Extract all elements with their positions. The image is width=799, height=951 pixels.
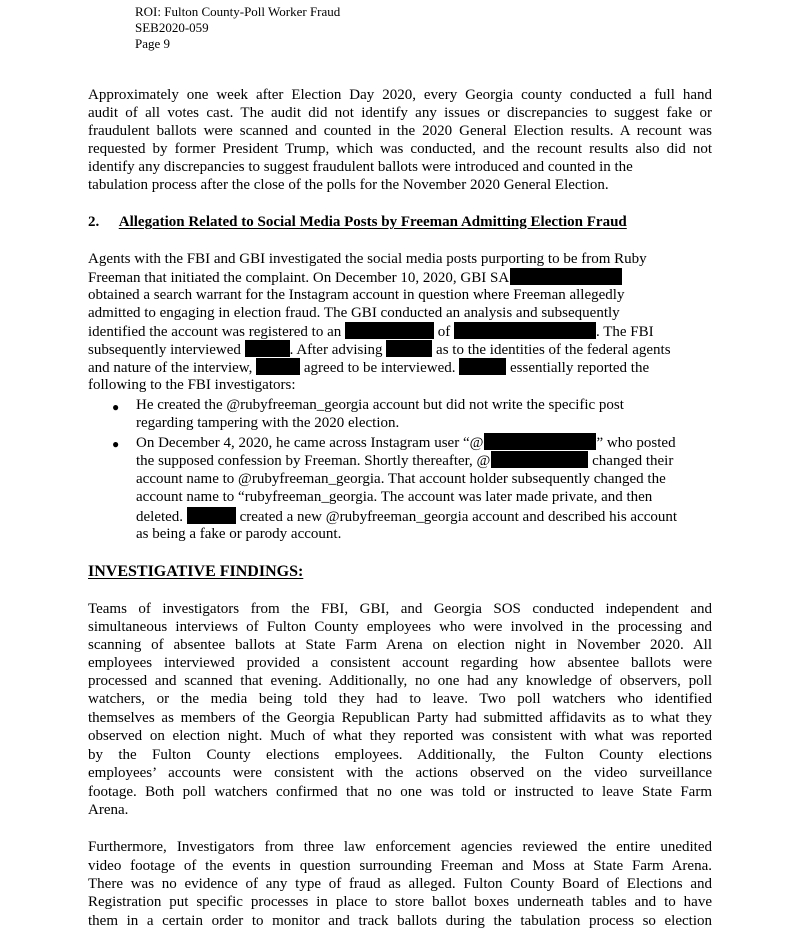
bullet-text: ” who posted xyxy=(596,435,676,451)
para3-line: observed on election night. Much of what they reported was consistent with what was reported xyxy=(88,728,712,744)
para1-line: audit of all votes cast. The audit did not identify any issues or discrepancies to suggest fake or xyxy=(88,105,712,121)
para3-line: employees interviewed provided a consistent account regarding how absentee ballots were xyxy=(88,655,712,671)
section-heading xyxy=(88,213,627,232)
findings-heading xyxy=(88,563,303,582)
redaction-block xyxy=(256,358,300,375)
para2-text: essentially reported the xyxy=(510,360,650,376)
findings-heading-text: INVESTIGATIVE FINDINGS: xyxy=(88,563,304,580)
page-header xyxy=(135,4,340,52)
bullet-line xyxy=(136,507,677,527)
redaction-block xyxy=(245,340,290,357)
bullet-icon: ● xyxy=(112,400,120,414)
redaction-block xyxy=(345,322,434,339)
para2-text: and nature of the interview, xyxy=(88,360,253,376)
para3-line: themselves as members of the Georgia Republican Party had submitted affidavits as to what they xyxy=(88,710,712,726)
bullet-line: He created the @rubyfreeman_georgia account but did not write the specific post xyxy=(136,397,624,413)
para3-line: employees’ accounts were consistent with the actions observed on the video surveillance xyxy=(88,765,712,781)
redaction-block xyxy=(386,340,432,357)
redaction-block xyxy=(484,433,596,450)
para2-text: of xyxy=(437,324,451,340)
bullet-text: the supposed confession by Freeman. Shortly thereafter, @ xyxy=(136,453,491,469)
bullet-text: created a new @rubyfreeman_georgia account and described his account xyxy=(239,509,678,525)
bullet-line: regarding tampering with the 2020 election. xyxy=(136,415,400,431)
para3-line: watchers, or the media being told they had to leave. Two poll watchers who identified xyxy=(88,691,712,707)
para3-line: Arena. xyxy=(88,802,129,818)
para2-text: identified the account was registered to an xyxy=(88,324,342,340)
para3-line: by the Fulton County elections employees. Additionally, the Fulton County elections xyxy=(88,747,712,763)
para2-text: Freeman that initiated the complaint. On December 10, 2020, GBI SA xyxy=(88,270,510,286)
para2-text: subsequently interviewed xyxy=(88,342,241,358)
para4-line: them in a certain order to monitor and track ballots during the tabulation process so election xyxy=(88,913,712,929)
para2-line xyxy=(88,268,622,288)
header-report-title: ROI: Fulton County-Poll Worker Fraud xyxy=(135,4,341,19)
para3-line: scanning of absentee ballots at State Farm Arena on election night in November 2020. All xyxy=(88,637,712,653)
bullet-line: account name to “rubyfreeman_georgia. The account was later made private, and then xyxy=(136,489,653,505)
para1-line: fraudulent ballots were scanned and counted in the 2020 General Election results. A recount was xyxy=(88,123,712,139)
para2-text: . After advising xyxy=(289,342,383,358)
redaction-block xyxy=(187,507,236,524)
para4-line: There was no evidence of any type of fraud as alleged. Fulton County Board of Elections and xyxy=(88,876,712,892)
section-number: 2. xyxy=(88,214,100,230)
bullet-text: changed their xyxy=(592,453,674,469)
para1-line: requested by former President Trump, which was conducted, and the recount results also did not xyxy=(88,141,712,157)
para2-line xyxy=(88,358,649,378)
para2-line: following to the FBI investigators: xyxy=(88,377,296,393)
para3-line: footage. Both poll watchers confirmed that no one was told or instructed to leave State Farm xyxy=(88,784,712,800)
bullet-line xyxy=(136,433,676,453)
redaction-block xyxy=(454,322,596,339)
bullet-icon: ● xyxy=(112,437,120,451)
para1-line: identify any discrepancies to suggest fraudulent ballots were introduced and counted in the xyxy=(88,159,633,175)
bullet-line xyxy=(136,451,673,471)
bullet-text: On December 4, 2020, he came across Instagram user “@ xyxy=(136,435,484,451)
bullet-line: as being a fake or parody account. xyxy=(136,526,342,542)
para4-line: video footage of the events in question surrounding Freeman and Moss at State Farm Arena. xyxy=(88,858,712,874)
para2-text: agreed to be interviewed. xyxy=(303,360,456,376)
para2-line: obtained a search warrant for the Instagram account in question where Freeman allegedly xyxy=(88,287,625,303)
para3-line: simultaneous interviews of Fulton County employees who were involved in the processing and xyxy=(88,619,712,635)
para2-line xyxy=(88,340,671,360)
bullet-text: deleted. xyxy=(136,509,184,525)
para3-line: processed and scanned that evening. Additionally, no one had any knowledge of observers, poll xyxy=(88,673,712,689)
section-title: Allegation Related to Social Media Posts by Freeman Admitting Election Fraud xyxy=(118,214,627,230)
bullet-line: account name to @rubyfreeman_georgia. That account holder subsequently changed the xyxy=(136,471,666,487)
header-page-number: Page 9 xyxy=(135,36,171,51)
para1-line: Approximately one week after Election Day 2020, every Georgia county conducted a full hand xyxy=(88,87,712,103)
para3-line: Teams of investigators from the FBI, GBI, and Georgia SOS conducted independent and xyxy=(88,601,712,617)
redaction-block xyxy=(491,451,588,468)
para2-line: Agents with the FBI and GBI investigated the social media posts purporting to be from Ruby xyxy=(88,251,647,267)
redaction-block xyxy=(510,268,622,285)
para1-line: tabulation process after the close of the polls for the November 2020 General Election. xyxy=(88,177,609,193)
para4-line: Furthermore, Investigators from three law enforcement agencies reviewed the entire unedited xyxy=(88,839,712,855)
header-case-number: SEB2020-059 xyxy=(135,20,209,35)
para2-line xyxy=(88,322,654,342)
para2-line: admitted to engaging in election fraud. The GBI conducted an analysis and subsequently xyxy=(88,305,620,321)
para2-text: . The FBI xyxy=(596,324,654,340)
redaction-block xyxy=(459,358,506,375)
para4-line: Registration put specific processes in place to store ballot boxes underneath tables and to have xyxy=(88,894,712,910)
para2-text: as to the identities of the federal agents xyxy=(436,342,671,358)
